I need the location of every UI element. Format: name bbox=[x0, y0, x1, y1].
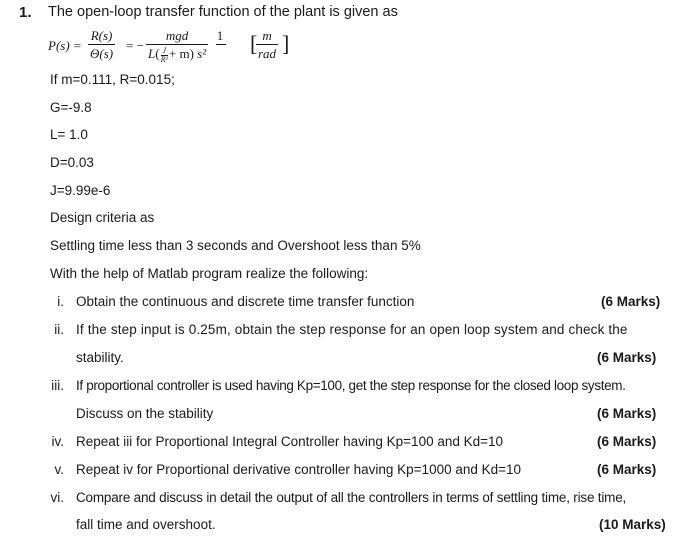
item-text-continued: stability. bbox=[76, 350, 124, 365]
formula-j-over-r2: $\frac{J}{\text{R²}}$ bbox=[160, 45, 168, 64]
item-text-continued: fall time and overshoot. bbox=[76, 517, 216, 532]
given-j: J=9.99e-6 bbox=[50, 183, 111, 198]
given-d: D=0.03 bbox=[50, 155, 94, 170]
unit-right-bracket: ] bbox=[282, 31, 290, 56]
criteria-heading: Design criteria as bbox=[50, 210, 155, 225]
formula-frac1-denominator: Θ(s) bbox=[90, 46, 114, 61]
unit-left-bracket: [ bbox=[250, 31, 258, 56]
formula-frac3-numerator: 1 bbox=[216, 28, 224, 43]
criteria-text: Settling time less than 3 seconds and Overshoot less than 5% bbox=[50, 238, 421, 253]
item-number: v. bbox=[54, 462, 64, 477]
matlab-instruction: With the help of Matlab program realize the following: bbox=[50, 266, 369, 281]
item-number: i. bbox=[57, 294, 64, 309]
question-title: The open-loop transfer function of the plant is given as bbox=[48, 4, 398, 20]
item-marks: (6 Marks) bbox=[597, 462, 657, 477]
item-text-continued: Discuss on the stability bbox=[76, 406, 214, 421]
formula-fraction-1 bbox=[88, 28, 115, 61]
formula-fraction-2 bbox=[146, 28, 208, 64]
formula-unit-numerator: m bbox=[262, 28, 272, 43]
given-m-r: If m=0.111, R=0.015; bbox=[50, 72, 175, 87]
given-g: G=-9.8 bbox=[50, 100, 92, 115]
item-text: If proportional controller is used having Kp=100, get the step response for the closed loop system. bbox=[76, 378, 626, 393]
formula-lhs: P(s) = bbox=[48, 38, 82, 53]
formula-frac2-den-L: L bbox=[148, 46, 156, 61]
formula-frac1-numerator: R(s) bbox=[90, 28, 113, 43]
formula-unit bbox=[256, 28, 278, 61]
item-text: Repeat iv for Proportional derivative controller having Kp=1000 and Kd=10 bbox=[76, 462, 522, 477]
formula-frac2-den-s2: s² bbox=[197, 46, 207, 61]
formula-fraction-3 bbox=[214, 28, 226, 46]
item-number: vi. bbox=[50, 490, 64, 505]
item-marks: (10 Marks) bbox=[599, 517, 666, 532]
question-number: 1. bbox=[19, 4, 32, 21]
formula-equals-minus: = − bbox=[126, 38, 144, 53]
item-marks: (6 Marks) bbox=[601, 294, 661, 309]
item-text: Obtain the continuous and discrete time transfer function bbox=[76, 294, 415, 309]
item-number: iv. bbox=[51, 434, 64, 449]
formula-frac2-numerator: mgd bbox=[165, 28, 189, 43]
item-number: ii. bbox=[54, 322, 64, 337]
item-marks: (6 Marks) bbox=[597, 406, 657, 421]
item-text: Repeat iii for Proportional Integral Controller having Kp=100 and Kd=10 bbox=[76, 434, 504, 449]
item-text: Compare and discuss in detail the output of all the controllers in terms of settling time, rise time, bbox=[76, 490, 627, 505]
formula-unit-denominator: rad bbox=[258, 46, 277, 61]
item-marks: (6 Marks) bbox=[597, 434, 657, 449]
item-number: iii. bbox=[51, 378, 64, 393]
item-marks: (6 Marks) bbox=[597, 350, 657, 365]
formula-frac2-denominator: L( $\frac{J}{\text{R²}}$ + m) s² bbox=[148, 45, 207, 64]
given-l: L= 1.0 bbox=[50, 127, 88, 142]
transfer-function-formula bbox=[48, 26, 328, 66]
item-text: If the step input is 0.25m, obtain the step response for an open loop system and check the bbox=[76, 322, 628, 337]
